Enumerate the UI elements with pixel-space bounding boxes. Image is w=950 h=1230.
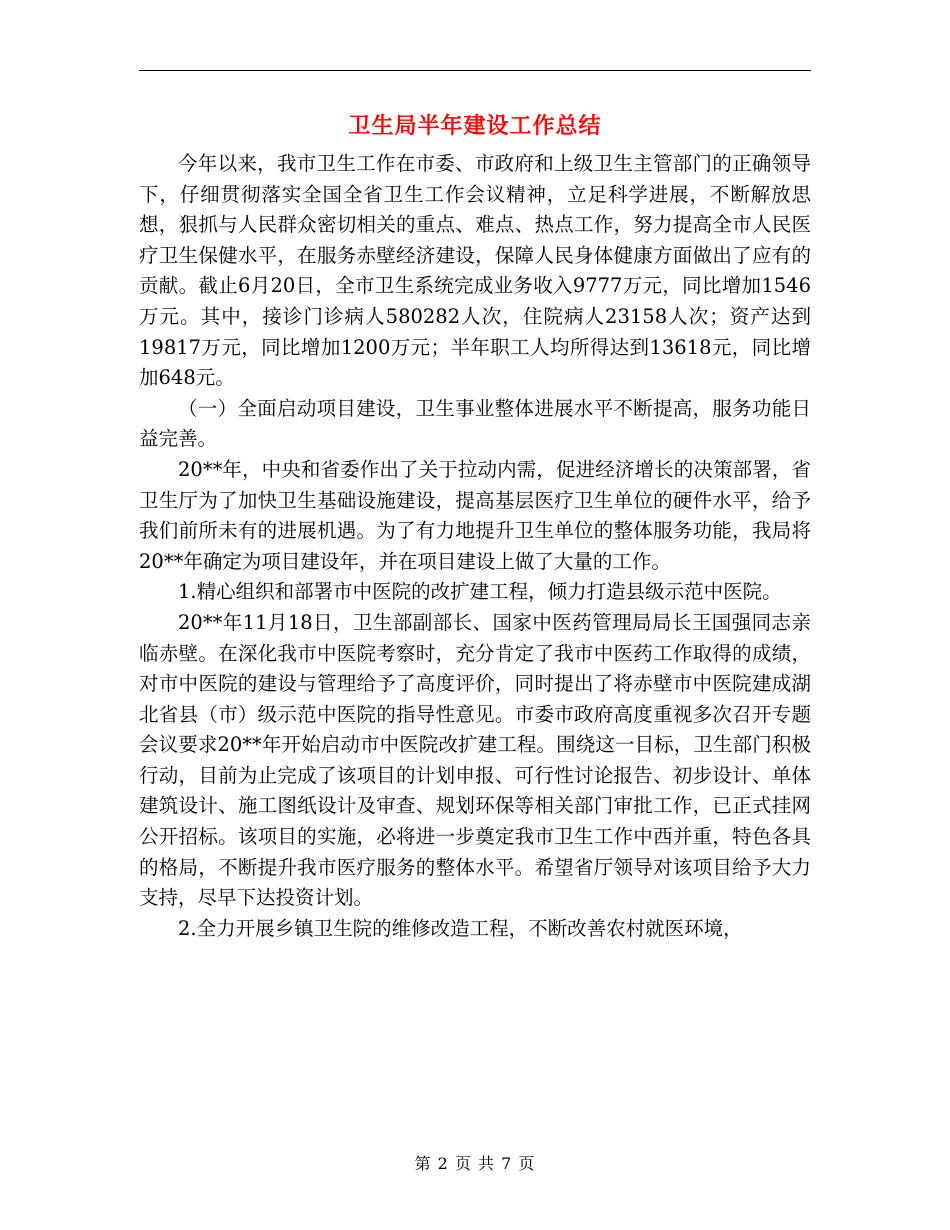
paragraph-section-heading: （一）全面启动项目建设，卫生事业整体进展水平不断提高，服务功能日益完善。	[139, 396, 811, 451]
paragraph-hospital-expansion: 20**年11月18日，卫生部副部长、国家中医药管理局局长王国强同志亲临赤壁。在深化我市中医院考察时，充分肯定了我市中医药工作取得的成绩，对市中医院的建设与管理给予了高度评价，同时提出了将赤壁市中医院建成湖北省县（市）级示范中医院的指导性意见。市委市政府高度重视多次召开专题会议要求20**年开始启动市中医院改扩建工程。围绕这一目标，卫生部门积极行动，目前为止完成了该项目的计划申报、可行性讨论报告、初步设计、单体建筑设计、施工图纸设计及审查、规划环保等相关部门审批工作，已正式挂网公开招标。该项目的实施，必将进一步奠定我市卫生工作中西并重，特色各具的格局，不断提升我市医疗服务的整体水平。希望省厅领导对该项目给予大力支持，尽早下达投资计划。	[139, 610, 811, 910]
paragraph-intro: 今年以来，我市卫生工作在市委、市政府和上级卫生主管部门的正确领导下，仔细贯彻落实全国全省卫生工作会议精神，立足科学进展，不断解放思想，狠抓与人民群众密切相关的重点、难点、热点工作，努力提高全市人民医疗卫生保健水平，在服务赤壁经济建设，保障人民身体健康方面做出了应有的贡献。截止6月20日，全市卫生系统完成业务收入9777万元，同比增加1546万元。其中，接诊门诊病人580282人次，住院病人23158人次；资产达到19817万元，同比增加1200万元；半年职工人均所得达到13618元，同比增加648元。	[139, 152, 811, 390]
paragraph-item-1-heading: 1.精心组织和部署市中医院的改扩建工程，倾力打造县级示范中医院。	[178, 580, 782, 604]
page-number-footer: 第 2 页 共 7 页	[414, 1154, 536, 1173]
document-title: 卫生局半年建设工作总结	[348, 113, 602, 139]
document-body	[139, 149, 811, 944]
paragraph-project-year: 20**年，中央和省委作出了关于拉动内需，促进经济增长的决策部署，省卫生厅为了加快卫生基础设施建设，提高基层医疗卫生单位的硬件水平，给予我们前所未有的进展机遇。为了有力地提升卫生单位的整体服务功能，我局将20**年确定为项目建设年，并在项目建设上做了大量的工作。	[139, 457, 811, 573]
header-rule	[139, 70, 811, 71]
paragraph-item-2-heading: 2.全力开展乡镇卫生院的维修改造工程，不断改善农村就医环境，	[178, 916, 743, 940]
